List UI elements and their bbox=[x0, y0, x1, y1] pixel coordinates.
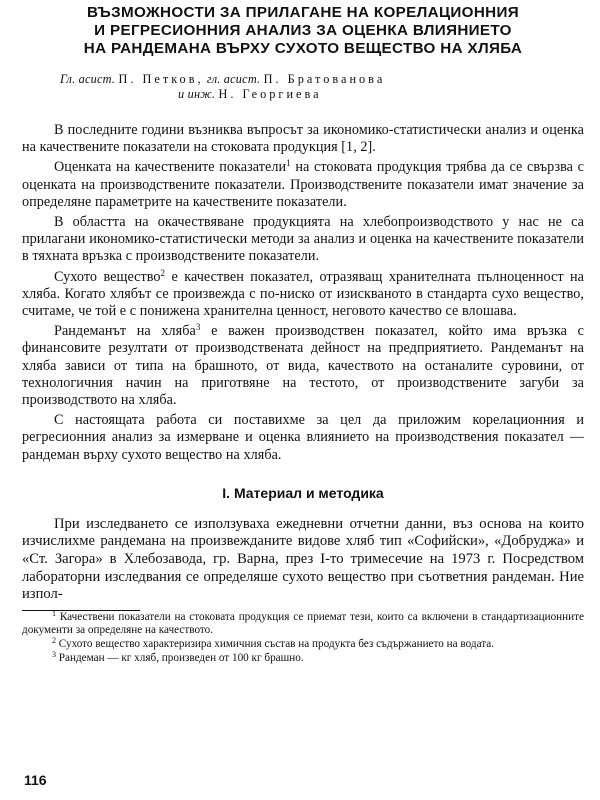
title-line: НА РАНДЕМАНА ВЪРХУ СУХОТО ВЕЩЕСТВО НА ХЛЯБА bbox=[83, 40, 523, 57]
footnote bbox=[22, 635, 584, 651]
text-run: е важен производствен показател, който има връзка с финансовите резултати от производствената дейност на предприятието. Рандеманът на хляба зависи от типа на брашното, от вида, качеството на останалите суровини, от технологичния начин на приготвяне на тестото, от производствените загуби за производството на хляба. bbox=[22, 323, 584, 409]
body-paragraph: При изследването се използуваха ежедневни отчетни данни, въз основа на които изчислихме рандемана на произвежданите видове хляб тип «Софийски», «Добруджа» и «Ст. Загора» в Хлебозавода, гр. Варна, през I-то тримесечие на 1973 г. Посредством лабораторни изследвания се определяше сухото вещество при съответния рандеман. Ние изпол- bbox=[22, 515, 584, 603]
footnote-text: Качествени показатели на стоковата продукция се приемат тези, които са включени в стандартизационните документи за определяне на качеството. bbox=[22, 610, 584, 636]
footnote-mark: 1 bbox=[286, 158, 291, 169]
authors-line bbox=[60, 87, 584, 102]
text-run: Сухото вещество bbox=[54, 268, 161, 285]
text-run: на стоковата продукция трябва да се свързва с оценката на производствените показатели. Производствените показатели имат значение за определяне параметрите на качествените показатели. bbox=[22, 159, 584, 210]
footnote bbox=[22, 608, 584, 637]
body-paragraph bbox=[22, 269, 584, 321]
page-number: 116 bbox=[24, 772, 47, 788]
text-run: Рандеманът на хляба bbox=[54, 323, 196, 340]
footnote-mark: 2 bbox=[52, 635, 56, 645]
text-run: Оценката на качествените показатели bbox=[54, 159, 287, 176]
body-paragraph: В последните години възниква въпросът за икономико-статистически анализ и оценка на качествените показатели на стоковата продукция [1, 2]. bbox=[22, 122, 584, 156]
body-paragraph bbox=[22, 159, 584, 211]
author-rank: Гл. асист. bbox=[60, 72, 116, 86]
document-page bbox=[22, 4, 584, 794]
footnote-mark: 1 bbox=[52, 608, 56, 618]
body-paragraph: В областта на окачествяване продукцията на хлебопроизводството у нас не са прилагани икономико-статистически методи за анализ и оценка на качествените показатели в тяхната връзка с производствените показатели. bbox=[22, 214, 584, 265]
footnote-text: Сухото вещество характеризира химичния състав на продукта без съдържанието на водата. bbox=[58, 637, 495, 650]
section-heading: I. Материал и методика bbox=[222, 484, 384, 501]
body-paragraph bbox=[22, 323, 584, 409]
footnote-mark: 3 bbox=[52, 649, 56, 659]
text-run: е качествен показател, отразяващ хранителната пълноценност на хляба. Когато хлябът се произвежда с по-ниско от изискваното в стандарта сухо вещество, считаме, че той е с понижена хранителна ценност, неговото качество се влошава. bbox=[22, 268, 584, 320]
author-name: Н. Георгиева bbox=[218, 87, 322, 101]
title-line: ВЪЗМОЖНОСТИ ЗА ПРИЛАГАНЕ НА КОРЕЛАЦИОННИЯ bbox=[87, 4, 519, 21]
author-rank: и инж. bbox=[178, 87, 216, 101]
authors-block bbox=[22, 72, 584, 102]
footnote bbox=[22, 649, 584, 665]
article-body bbox=[22, 122, 584, 604]
footnote-mark: 3 bbox=[195, 322, 201, 333]
author-rank: гл. асист. bbox=[206, 72, 261, 86]
authors-line bbox=[60, 72, 584, 87]
body-paragraph: С настоящата работа си поставихме за цел да приложим корелационния и регресионния анализ за измерване и оценка влиянието на производствения показател — рандеман върху сухото вещество на хляба. bbox=[22, 412, 584, 463]
author-name: П. Петков, bbox=[118, 72, 204, 86]
article-title bbox=[22, 4, 584, 58]
author-name: П. Братованова bbox=[263, 72, 386, 86]
footnote-text: Рандеман — кг хляб, произведен от 100 кг брашно. bbox=[58, 651, 304, 664]
footnote-mark: 2 bbox=[160, 267, 166, 278]
footnotes bbox=[22, 608, 584, 665]
title-line: И РЕГРЕСИОННИЯ АНАЛИЗ ЗА ОЦЕНКА ВЛИЯНИЕТО bbox=[94, 22, 512, 39]
